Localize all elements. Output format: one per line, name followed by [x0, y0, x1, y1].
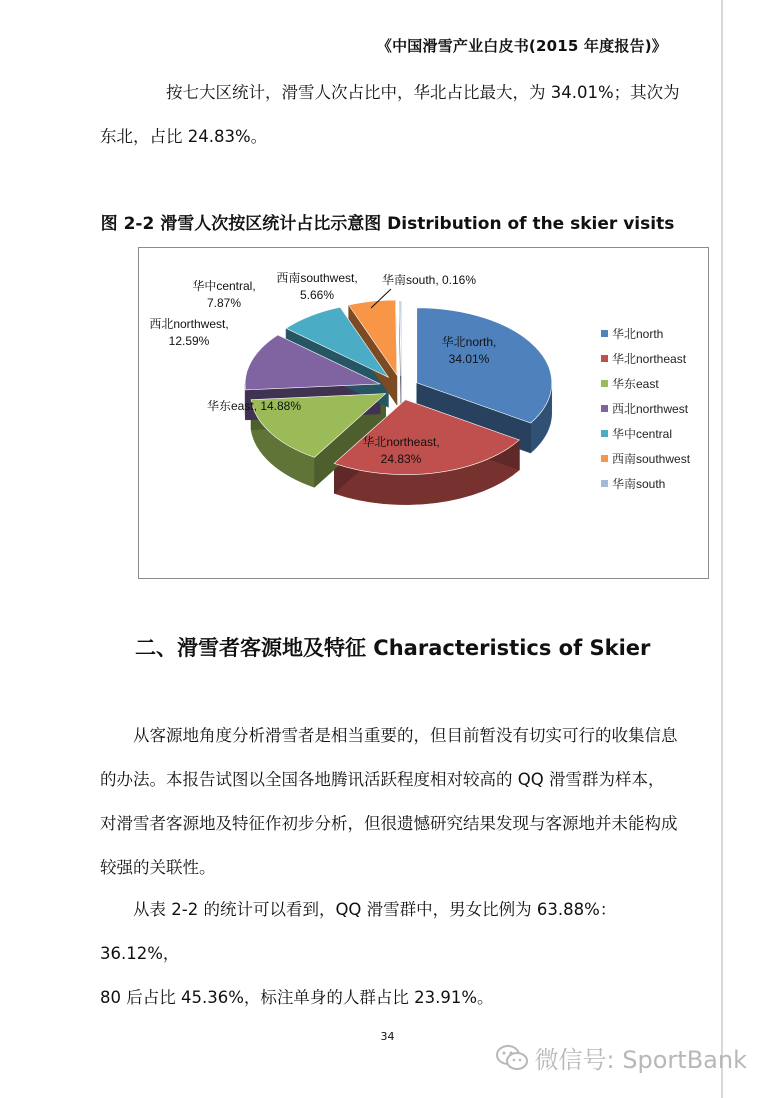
pie-legend — [601, 326, 691, 491]
pie-label-5: 西南southwest, — [276, 271, 358, 285]
legend-entry-3: 西北northwest — [612, 402, 689, 416]
pie-label-4: 华中central, — [192, 279, 256, 293]
legend-swatch-0 — [601, 330, 608, 337]
legend-swatch-4 — [601, 430, 608, 437]
running-header: 《中国滑雪产业白皮书(2015 年度报告)》 — [376, 37, 667, 55]
p1-line-1: 从客源地角度分析滑雪者是相当重要的，但目前暂没有切实可行的收集信息 — [133, 726, 678, 745]
p1-line-2: 的办法。本报告试图以全国各地腾讯活跃程度相对较高的 QQ 滑雪群为样本， — [100, 770, 665, 789]
legend-entry-1: 华北northeast — [612, 352, 687, 366]
legend-swatch-1 — [601, 355, 608, 362]
watermark — [495, 1040, 747, 1075]
page-edge-line — [721, 0, 723, 1098]
p1-line-4: 较强的关联性。 — [100, 858, 216, 877]
legend-entry-5: 西南southwest — [612, 452, 691, 466]
figure-title: 图 2-2 滑雪人次按区统计占比示意图 Distribution of the skier visits — [100, 214, 675, 234]
legend-entry-0: 华北north — [612, 327, 664, 341]
legend-entry-4: 华中central — [612, 427, 673, 441]
legend-swatch-5 — [601, 455, 608, 462]
pie-label-3: 西北northwest, — [149, 317, 229, 331]
pie-value-1: 24.83% — [380, 452, 422, 466]
intro-paragraph — [100, 71, 680, 159]
p1-line-3: 对滑雪者客源地及特征作初步分析，但很遗憾研究结果发现与客源地并未能构成 — [100, 814, 678, 833]
pie-value-4: 7.87% — [206, 296, 242, 310]
legend-swatch-3 — [601, 405, 608, 412]
pie-label-0: 华北north, — [441, 335, 497, 349]
pie-value-0: 34.01% — [448, 352, 490, 366]
legend-entry-2: 华东east — [612, 377, 659, 391]
legend-entry-6: 华南south — [612, 477, 666, 491]
legend-swatch-2 — [601, 380, 608, 387]
pie-label-1: 华北northeast, — [362, 435, 440, 449]
legend-swatch-6 — [601, 480, 608, 487]
pie-chart-frame — [138, 247, 709, 579]
body-paragraph-1 — [100, 714, 685, 890]
section-title: 二、滑雪者客源地及特征 Characteristics of Skier — [135, 636, 651, 660]
p2-line-2: 80 后占比 45.36%，标注单身的人群占比 23.91%。 — [100, 988, 494, 1007]
p2-line-1: 从表 2-2 的统计可以看到，QQ 滑雪群中，男女比例为 63.88%：36.12%， — [100, 900, 617, 963]
intro-line-1: 按七大区统计，滑雪人次占比中，华北占比最大，为 34.01%；其次为 — [166, 83, 680, 102]
page-number: 34 — [380, 1030, 395, 1043]
wechat-icon — [495, 1043, 529, 1073]
body-paragraph-2 — [100, 888, 685, 1020]
intro-line-2: 东北，占比 24.83%。 — [100, 127, 268, 146]
watermark-text: 微信号: SportBank — [534, 1046, 747, 1074]
pie-value-5: 5.66% — [299, 288, 335, 302]
pie-label-6: 华南south, 0.16% — [381, 273, 477, 287]
pie-chart — [139, 248, 710, 580]
pie-label-2: 华东east, 14.88% — [206, 399, 302, 413]
pie-value-3: 12.59% — [168, 334, 210, 348]
